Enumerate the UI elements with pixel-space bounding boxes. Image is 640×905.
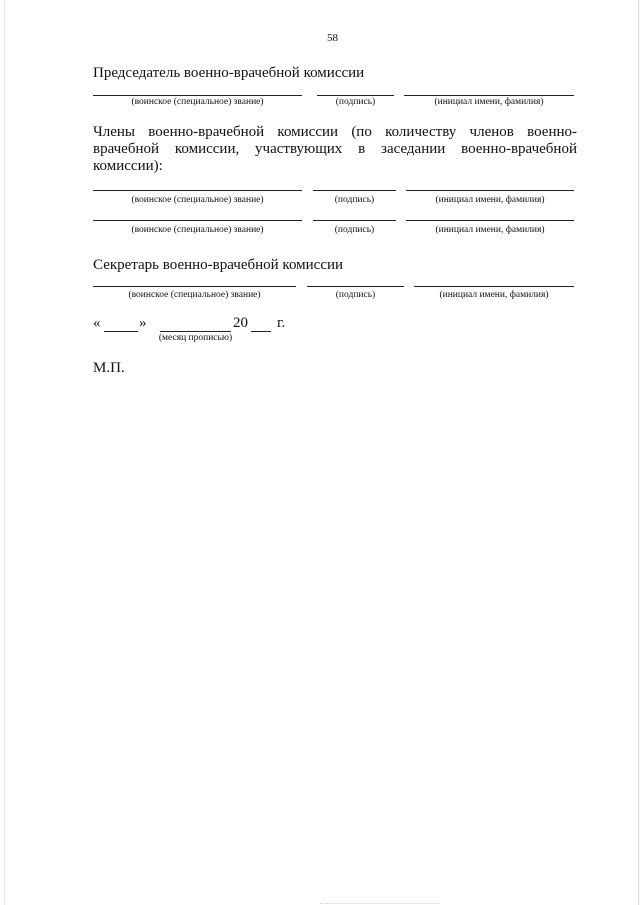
member2-signature-line — [313, 220, 396, 221]
member1-signature-line — [313, 190, 396, 191]
secretary-rank-line — [93, 286, 296, 287]
date-close-quote: » — [139, 315, 147, 331]
date-month-line — [160, 331, 231, 332]
member1-rank-line — [93, 190, 302, 191]
member2-name-line — [406, 220, 574, 221]
member2-rank-line — [93, 220, 302, 221]
scan-edge-bottom — [320, 903, 440, 904]
members-line-3: комиссии): — [93, 158, 163, 174]
chairman-title: Председатель военно-врачебной комиссии — [93, 65, 365, 81]
secretary-signature-caption: (подпись) — [335, 290, 376, 300]
date-year-prefix: 20 — [233, 315, 248, 331]
secretary-name-line — [414, 286, 574, 287]
date-open-quote: « — [93, 315, 101, 331]
scan-edge-right — [638, 0, 639, 905]
chairman-name-caption: (инициал имени, фамилия) — [434, 97, 544, 107]
date-month-caption: (месяц прописью) — [158, 333, 233, 343]
page-number: 58 — [327, 32, 338, 44]
chairman-name-line — [404, 95, 574, 96]
date-year-line — [251, 331, 271, 332]
member1-name-caption: (инициал имени, фамилия) — [435, 195, 545, 205]
members-line-2: врачебной комиссии, участвующих в заседании военно-врачебной — [93, 141, 577, 157]
members-paragraph — [93, 124, 577, 175]
chairman-rank-line — [93, 95, 302, 96]
secretary-name-caption: (инициал имени, фамилия) — [439, 290, 549, 300]
member2-name-caption: (инициал имени, фамилия) — [435, 225, 545, 235]
member1-signature-caption: (подпись) — [334, 195, 375, 205]
member1-name-line — [406, 190, 574, 191]
chairman-signature-line — [317, 95, 394, 96]
secretary-rank-caption: (воинское (специальное) звание) — [128, 290, 261, 300]
secretary-signature-line — [307, 286, 404, 287]
members-line-1: Члены военно-врачебной комиссии (по количеству членов военно- — [93, 124, 577, 140]
scan-edge-left — [4, 0, 5, 905]
member2-signature-caption: (подпись) — [334, 225, 375, 235]
date-year-suffix: г. — [277, 315, 286, 331]
chairman-signature-caption: (подпись) — [335, 97, 376, 107]
chairman-rank-caption: (воинское (специальное) звание) — [131, 97, 264, 107]
member2-rank-caption: (воинское (специальное) звание) — [131, 225, 264, 235]
secretary-title: Секретарь военно-врачебной комиссии — [93, 257, 344, 273]
stamp-placeholder: М.П. — [93, 360, 125, 376]
member1-rank-caption: (воинское (специальное) звание) — [131, 195, 264, 205]
date-day-line — [104, 331, 138, 332]
